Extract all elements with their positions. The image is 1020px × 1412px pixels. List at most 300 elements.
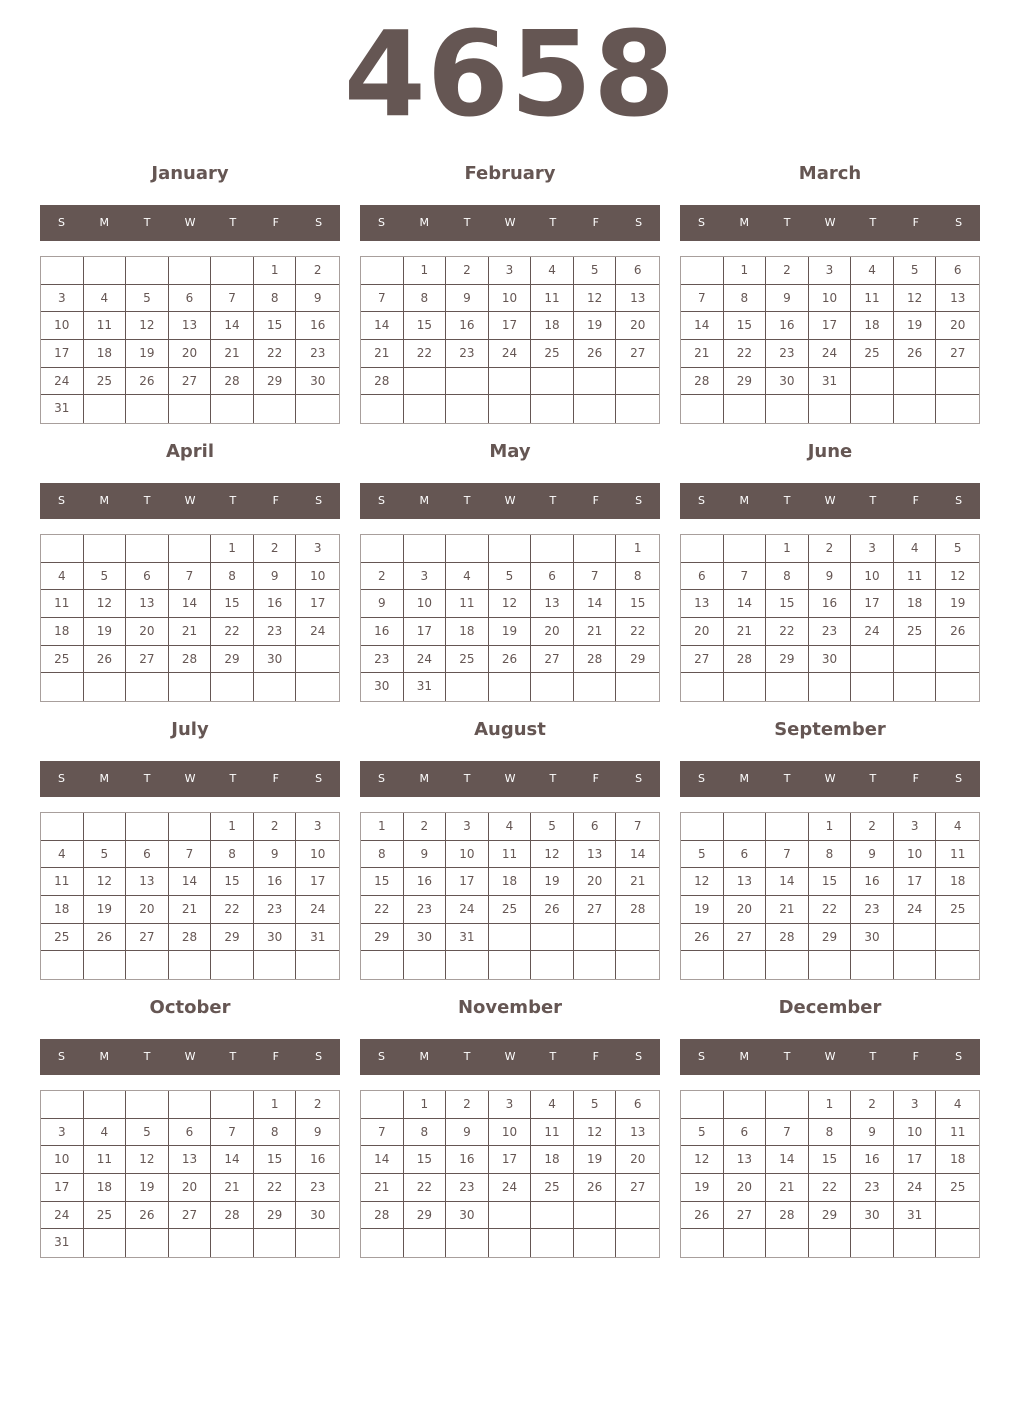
day-cell[interactable]: 2 [254,535,297,563]
day-cell[interactable]: 12 [84,590,127,618]
day-cell[interactable]: 26 [681,1202,724,1230]
day-cell[interactable]: 9 [446,285,489,313]
day-cell[interactable]: 27 [724,924,767,952]
day-cell[interactable]: 17 [296,868,339,896]
day-cell[interactable]: 15 [254,1146,297,1174]
day-cell[interactable]: 18 [531,312,574,340]
day-cell[interactable]: 22 [809,896,852,924]
day-cell[interactable]: 16 [809,590,852,618]
day-cell[interactable]: 17 [894,1146,937,1174]
day-cell[interactable]: 13 [169,1146,212,1174]
day-cell[interactable]: 11 [531,285,574,313]
day-cell[interactable]: 3 [894,1091,937,1119]
day-cell[interactable]: 4 [851,257,894,285]
day-cell[interactable]: 18 [41,618,84,646]
day-cell[interactable]: 18 [851,312,894,340]
day-cell[interactable]: 28 [211,368,254,396]
day-cell[interactable]: 10 [446,841,489,869]
day-cell[interactable]: 24 [41,368,84,396]
day-cell[interactable]: 13 [531,590,574,618]
day-cell[interactable]: 23 [851,896,894,924]
day-cell[interactable]: 1 [211,813,254,841]
day-cell[interactable]: 28 [361,1202,404,1230]
day-cell[interactable]: 21 [211,340,254,368]
day-cell[interactable]: 29 [254,1202,297,1230]
day-cell[interactable]: 18 [531,1146,574,1174]
day-cell[interactable]: 23 [296,1174,339,1202]
day-cell[interactable]: 9 [296,285,339,313]
day-cell[interactable]: 5 [84,563,127,591]
day-cell[interactable]: 14 [211,1146,254,1174]
day-cell[interactable]: 8 [211,841,254,869]
day-cell[interactable]: 15 [211,590,254,618]
day-cell[interactable]: 11 [851,285,894,313]
day-cell[interactable]: 24 [404,646,447,674]
day-cell[interactable]: 6 [531,563,574,591]
day-cell[interactable]: 20 [681,618,724,646]
day-cell[interactable]: 23 [766,340,809,368]
day-cell[interactable]: 27 [574,896,617,924]
day-cell[interactable]: 9 [446,1119,489,1147]
day-cell[interactable]: 23 [809,618,852,646]
day-cell[interactable]: 12 [126,312,169,340]
day-cell[interactable]: 6 [169,1119,212,1147]
day-cell[interactable]: 19 [894,312,937,340]
day-cell[interactable]: 29 [404,1202,447,1230]
day-cell[interactable]: 4 [531,1091,574,1119]
day-cell[interactable]: 25 [84,1202,127,1230]
day-cell[interactable]: 18 [84,1174,127,1202]
day-cell[interactable]: 2 [254,813,297,841]
day-cell[interactable]: 27 [531,646,574,674]
day-cell[interactable]: 15 [361,868,404,896]
day-cell[interactable]: 27 [616,1174,659,1202]
day-cell[interactable]: 29 [616,646,659,674]
day-cell[interactable]: 3 [894,813,937,841]
day-cell[interactable]: 23 [446,340,489,368]
day-cell[interactable]: 26 [126,368,169,396]
day-cell[interactable]: 29 [254,368,297,396]
day-cell[interactable]: 16 [254,868,297,896]
day-cell[interactable]: 4 [936,813,979,841]
day-cell[interactable]: 24 [809,340,852,368]
day-cell[interactable]: 17 [894,868,937,896]
day-cell[interactable]: 5 [681,1119,724,1147]
day-cell[interactable]: 3 [404,563,447,591]
day-cell[interactable]: 20 [616,1146,659,1174]
day-cell[interactable]: 16 [361,618,404,646]
day-cell[interactable]: 21 [361,340,404,368]
day-cell[interactable]: 28 [766,1202,809,1230]
day-cell[interactable]: 11 [41,868,84,896]
day-cell[interactable]: 24 [296,618,339,646]
day-cell[interactable]: 13 [681,590,724,618]
day-cell[interactable]: 28 [211,1202,254,1230]
day-cell[interactable]: 28 [766,924,809,952]
day-cell[interactable]: 4 [41,841,84,869]
day-cell[interactable]: 22 [809,1174,852,1202]
day-cell[interactable]: 16 [446,1146,489,1174]
day-cell[interactable]: 22 [211,618,254,646]
day-cell[interactable]: 6 [169,285,212,313]
day-cell[interactable]: 1 [404,257,447,285]
day-cell[interactable]: 24 [41,1202,84,1230]
day-cell[interactable]: 8 [809,1119,852,1147]
day-cell[interactable]: 23 [361,646,404,674]
day-cell[interactable]: 13 [126,590,169,618]
day-cell[interactable]: 20 [126,618,169,646]
day-cell[interactable]: 5 [126,285,169,313]
day-cell[interactable]: 11 [936,841,979,869]
day-cell[interactable]: 13 [126,868,169,896]
day-cell[interactable]: 6 [616,1091,659,1119]
day-cell[interactable]: 1 [724,257,767,285]
day-cell[interactable]: 14 [211,312,254,340]
day-cell[interactable]: 27 [126,924,169,952]
day-cell[interactable]: 7 [361,1119,404,1147]
day-cell[interactable]: 13 [169,312,212,340]
day-cell[interactable]: 29 [724,368,767,396]
day-cell[interactable]: 23 [446,1174,489,1202]
day-cell[interactable]: 5 [531,813,574,841]
day-cell[interactable]: 29 [809,924,852,952]
day-cell[interactable]: 16 [851,868,894,896]
day-cell[interactable]: 25 [894,618,937,646]
day-cell[interactable]: 22 [724,340,767,368]
day-cell[interactable]: 15 [809,868,852,896]
day-cell[interactable]: 9 [404,841,447,869]
day-cell[interactable]: 9 [809,563,852,591]
day-cell[interactable]: 16 [254,590,297,618]
day-cell[interactable]: 6 [574,813,617,841]
day-cell[interactable]: 14 [169,590,212,618]
day-cell[interactable]: 2 [296,257,339,285]
day-cell[interactable]: 17 [41,340,84,368]
day-cell[interactable]: 21 [361,1174,404,1202]
day-cell[interactable]: 7 [169,841,212,869]
day-cell[interactable]: 20 [724,896,767,924]
day-cell[interactable]: 21 [169,896,212,924]
day-cell[interactable]: 26 [126,1202,169,1230]
day-cell[interactable]: 8 [361,841,404,869]
day-cell[interactable]: 9 [254,841,297,869]
day-cell[interactable]: 4 [531,257,574,285]
day-cell[interactable]: 27 [936,340,979,368]
day-cell[interactable]: 3 [296,813,339,841]
day-cell[interactable]: 11 [531,1119,574,1147]
day-cell[interactable]: 12 [84,868,127,896]
day-cell[interactable]: 12 [681,868,724,896]
day-cell[interactable]: 13 [724,868,767,896]
day-cell[interactable]: 14 [361,1146,404,1174]
day-cell[interactable]: 24 [489,1174,532,1202]
day-cell[interactable]: 12 [574,285,617,313]
day-cell[interactable]: 4 [84,285,127,313]
day-cell[interactable]: 19 [574,1146,617,1174]
day-cell[interactable]: 27 [724,1202,767,1230]
day-cell[interactable]: 30 [296,368,339,396]
day-cell[interactable]: 13 [936,285,979,313]
day-cell[interactable]: 27 [169,1202,212,1230]
day-cell[interactable]: 24 [446,896,489,924]
day-cell[interactable]: 20 [936,312,979,340]
day-cell[interactable]: 11 [894,563,937,591]
day-cell[interactable]: 17 [851,590,894,618]
day-cell[interactable]: 11 [489,841,532,869]
day-cell[interactable]: 19 [936,590,979,618]
day-cell[interactable]: 27 [126,646,169,674]
day-cell[interactable]: 29 [766,646,809,674]
day-cell[interactable]: 11 [41,590,84,618]
day-cell[interactable]: 27 [681,646,724,674]
day-cell[interactable]: 18 [84,340,127,368]
day-cell[interactable]: 10 [296,563,339,591]
day-cell[interactable]: 18 [936,1146,979,1174]
day-cell[interactable]: 14 [766,1146,809,1174]
day-cell[interactable]: 31 [296,924,339,952]
day-cell[interactable]: 21 [616,868,659,896]
day-cell[interactable]: 19 [489,618,532,646]
day-cell[interactable]: 19 [126,340,169,368]
day-cell[interactable]: 7 [574,563,617,591]
day-cell[interactable]: 12 [489,590,532,618]
day-cell[interactable]: 21 [169,618,212,646]
day-cell[interactable]: 30 [254,924,297,952]
day-cell[interactable]: 17 [404,618,447,646]
day-cell[interactable]: 9 [851,841,894,869]
day-cell[interactable]: 2 [446,257,489,285]
day-cell[interactable]: 11 [84,1146,127,1174]
day-cell[interactable]: 24 [894,896,937,924]
day-cell[interactable]: 19 [681,1174,724,1202]
day-cell[interactable]: 15 [254,312,297,340]
day-cell[interactable]: 5 [84,841,127,869]
day-cell[interactable]: 7 [724,563,767,591]
day-cell[interactable]: 1 [254,257,297,285]
day-cell[interactable]: 12 [894,285,937,313]
day-cell[interactable]: 30 [851,924,894,952]
day-cell[interactable]: 22 [254,340,297,368]
day-cell[interactable]: 1 [616,535,659,563]
day-cell[interactable]: 4 [894,535,937,563]
day-cell[interactable]: 16 [446,312,489,340]
day-cell[interactable]: 8 [724,285,767,313]
day-cell[interactable]: 26 [681,924,724,952]
day-cell[interactable]: 11 [84,312,127,340]
day-cell[interactable]: 1 [254,1091,297,1119]
day-cell[interactable]: 4 [84,1119,127,1147]
day-cell[interactable]: 18 [936,868,979,896]
day-cell[interactable]: 18 [446,618,489,646]
day-cell[interactable]: 18 [894,590,937,618]
day-cell[interactable]: 7 [766,1119,809,1147]
day-cell[interactable]: 10 [489,1119,532,1147]
day-cell[interactable]: 16 [296,312,339,340]
day-cell[interactable]: 14 [361,312,404,340]
day-cell[interactable]: 7 [681,285,724,313]
day-cell[interactable]: 19 [126,1174,169,1202]
day-cell[interactable]: 20 [574,868,617,896]
day-cell[interactable]: 13 [616,285,659,313]
day-cell[interactable]: 26 [574,1174,617,1202]
day-cell[interactable]: 2 [446,1091,489,1119]
day-cell[interactable]: 1 [211,535,254,563]
day-cell[interactable]: 29 [809,1202,852,1230]
day-cell[interactable]: 26 [84,924,127,952]
day-cell[interactable]: 15 [766,590,809,618]
day-cell[interactable]: 30 [254,646,297,674]
day-cell[interactable]: 2 [361,563,404,591]
day-cell[interactable]: 22 [616,618,659,646]
day-cell[interactable]: 23 [254,896,297,924]
day-cell[interactable]: 31 [41,395,84,423]
day-cell[interactable]: 31 [446,924,489,952]
day-cell[interactable]: 5 [681,841,724,869]
day-cell[interactable]: 3 [41,1119,84,1147]
day-cell[interactable]: 21 [766,1174,809,1202]
day-cell[interactable]: 19 [84,618,127,646]
day-cell[interactable]: 30 [404,924,447,952]
day-cell[interactable]: 30 [809,646,852,674]
day-cell[interactable]: 31 [404,673,447,701]
day-cell[interactable]: 19 [84,896,127,924]
day-cell[interactable]: 25 [489,896,532,924]
day-cell[interactable]: 28 [616,896,659,924]
day-cell[interactable]: 10 [809,285,852,313]
day-cell[interactable]: 6 [681,563,724,591]
day-cell[interactable]: 20 [531,618,574,646]
day-cell[interactable]: 14 [766,868,809,896]
day-cell[interactable]: 29 [361,924,404,952]
day-cell[interactable]: 22 [404,340,447,368]
day-cell[interactable]: 16 [296,1146,339,1174]
day-cell[interactable]: 2 [851,813,894,841]
day-cell[interactable]: 12 [126,1146,169,1174]
day-cell[interactable]: 28 [361,368,404,396]
day-cell[interactable]: 17 [41,1174,84,1202]
day-cell[interactable]: 5 [574,257,617,285]
day-cell[interactable]: 8 [809,841,852,869]
day-cell[interactable]: 9 [254,563,297,591]
day-cell[interactable]: 25 [936,1174,979,1202]
day-cell[interactable]: 22 [211,896,254,924]
day-cell[interactable]: 19 [531,868,574,896]
day-cell[interactable]: 1 [766,535,809,563]
day-cell[interactable]: 25 [531,340,574,368]
day-cell[interactable]: 15 [724,312,767,340]
day-cell[interactable]: 4 [489,813,532,841]
day-cell[interactable]: 30 [766,368,809,396]
day-cell[interactable]: 6 [724,1119,767,1147]
day-cell[interactable]: 26 [84,646,127,674]
day-cell[interactable]: 25 [936,896,979,924]
day-cell[interactable]: 8 [404,285,447,313]
day-cell[interactable]: 6 [126,841,169,869]
day-cell[interactable]: 6 [616,257,659,285]
day-cell[interactable]: 8 [254,285,297,313]
day-cell[interactable]: 2 [296,1091,339,1119]
day-cell[interactable]: 23 [254,618,297,646]
day-cell[interactable]: 2 [766,257,809,285]
day-cell[interactable]: 19 [574,312,617,340]
day-cell[interactable]: 28 [169,924,212,952]
day-cell[interactable]: 21 [766,896,809,924]
day-cell[interactable]: 1 [404,1091,447,1119]
day-cell[interactable]: 3 [851,535,894,563]
day-cell[interactable]: 29 [211,924,254,952]
day-cell[interactable]: 12 [681,1146,724,1174]
day-cell[interactable]: 15 [616,590,659,618]
day-cell[interactable]: 3 [41,285,84,313]
day-cell[interactable]: 26 [894,340,937,368]
day-cell[interactable]: 17 [296,590,339,618]
day-cell[interactable]: 20 [616,312,659,340]
day-cell[interactable]: 20 [169,340,212,368]
day-cell[interactable]: 17 [446,868,489,896]
day-cell[interactable]: 26 [531,896,574,924]
day-cell[interactable]: 17 [809,312,852,340]
day-cell[interactable]: 23 [404,896,447,924]
day-cell[interactable]: 22 [766,618,809,646]
day-cell[interactable]: 7 [211,285,254,313]
day-cell[interactable]: 9 [851,1119,894,1147]
day-cell[interactable]: 11 [936,1119,979,1147]
day-cell[interactable]: 10 [489,285,532,313]
day-cell[interactable]: 14 [169,868,212,896]
day-cell[interactable]: 2 [851,1091,894,1119]
day-cell[interactable]: 8 [211,563,254,591]
day-cell[interactable]: 12 [531,841,574,869]
day-cell[interactable]: 5 [489,563,532,591]
day-cell[interactable]: 27 [169,368,212,396]
day-cell[interactable]: 29 [211,646,254,674]
day-cell[interactable]: 5 [936,535,979,563]
day-cell[interactable]: 12 [574,1119,617,1147]
day-cell[interactable]: 8 [766,563,809,591]
day-cell[interactable]: 25 [851,340,894,368]
day-cell[interactable]: 22 [404,1174,447,1202]
day-cell[interactable]: 14 [574,590,617,618]
day-cell[interactable]: 28 [574,646,617,674]
day-cell[interactable]: 11 [446,590,489,618]
day-cell[interactable]: 15 [404,1146,447,1174]
day-cell[interactable]: 24 [894,1174,937,1202]
day-cell[interactable]: 10 [296,841,339,869]
day-cell[interactable]: 31 [41,1229,84,1257]
day-cell[interactable]: 2 [809,535,852,563]
day-cell[interactable]: 6 [724,841,767,869]
day-cell[interactable]: 14 [616,841,659,869]
day-cell[interactable]: 14 [681,312,724,340]
day-cell[interactable]: 18 [41,896,84,924]
day-cell[interactable]: 10 [894,841,937,869]
day-cell[interactable]: 23 [851,1174,894,1202]
day-cell[interactable]: 25 [41,924,84,952]
day-cell[interactable]: 16 [766,312,809,340]
day-cell[interactable]: 17 [489,1146,532,1174]
day-cell[interactable]: 20 [126,896,169,924]
day-cell[interactable]: 3 [296,535,339,563]
day-cell[interactable]: 1 [809,1091,852,1119]
day-cell[interactable]: 20 [724,1174,767,1202]
day-cell[interactable]: 1 [361,813,404,841]
day-cell[interactable]: 26 [936,618,979,646]
day-cell[interactable]: 23 [296,340,339,368]
day-cell[interactable]: 24 [296,896,339,924]
day-cell[interactable]: 5 [574,1091,617,1119]
day-cell[interactable]: 25 [41,646,84,674]
day-cell[interactable]: 26 [489,646,532,674]
